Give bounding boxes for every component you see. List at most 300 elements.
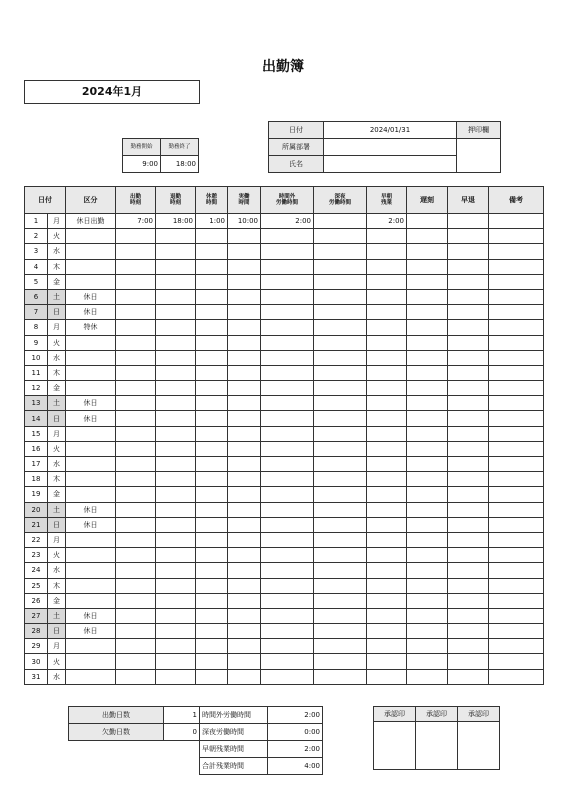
shinya-cell[interactable] <box>314 517 367 532</box>
chikoku-cell[interactable] <box>407 411 448 426</box>
kyukei-cell[interactable] <box>196 441 228 456</box>
socho-cell[interactable] <box>367 578 407 593</box>
socho-cell[interactable] <box>367 654 407 669</box>
shukkin-cell[interactable] <box>116 472 156 487</box>
taikin-cell[interactable] <box>156 259 196 274</box>
socho-cell[interactable] <box>367 396 407 411</box>
shinya-cell[interactable] <box>314 532 367 547</box>
chikoku-cell[interactable] <box>407 624 448 639</box>
taikin-cell[interactable] <box>156 229 196 244</box>
jitsudo-cell[interactable] <box>228 608 261 623</box>
approval-stamp-box[interactable] <box>416 722 458 770</box>
chikoku-cell[interactable] <box>407 320 448 335</box>
shukkin-cell[interactable] <box>116 289 156 304</box>
kyukei-cell[interactable] <box>196 517 228 532</box>
socho-cell[interactable] <box>367 502 407 517</box>
shinya-cell[interactable] <box>314 548 367 563</box>
chikoku-cell[interactable] <box>407 608 448 623</box>
shinya-cell[interactable] <box>314 654 367 669</box>
kyukei-cell[interactable] <box>196 624 228 639</box>
shinya-cell[interactable] <box>314 563 367 578</box>
shinya-cell[interactable] <box>314 593 367 608</box>
jitsudo-cell[interactable] <box>228 654 261 669</box>
shukkin-cell[interactable]: 7:00 <box>116 214 156 229</box>
chikoku-cell[interactable] <box>407 441 448 456</box>
socho-cell[interactable] <box>367 593 407 608</box>
shinya-cell[interactable] <box>314 365 367 380</box>
kubun-cell[interactable] <box>66 426 116 441</box>
jitsudo-cell[interactable] <box>228 472 261 487</box>
socho-cell[interactable] <box>367 289 407 304</box>
sotai-cell[interactable] <box>448 335 489 350</box>
kyukei-cell[interactable] <box>196 608 228 623</box>
socho-cell[interactable] <box>367 381 407 396</box>
shinya-cell[interactable] <box>314 396 367 411</box>
shukkin-cell[interactable] <box>116 320 156 335</box>
shinya-cell[interactable] <box>314 441 367 456</box>
jitsudo-cell[interactable] <box>228 350 261 365</box>
kubun-cell[interactable] <box>66 532 116 547</box>
jitsudo-cell[interactable] <box>228 517 261 532</box>
shinya-cell[interactable] <box>314 259 367 274</box>
taikin-cell[interactable] <box>156 350 196 365</box>
biko-cell[interactable] <box>489 381 544 396</box>
shukkin-cell[interactable] <box>116 396 156 411</box>
sotai-cell[interactable] <box>448 457 489 472</box>
taikin-cell[interactable] <box>156 305 196 320</box>
kubun-cell[interactable]: 休日 <box>66 411 116 426</box>
sotai-cell[interactable] <box>448 608 489 623</box>
chikoku-cell[interactable] <box>407 350 448 365</box>
socho-cell[interactable] <box>367 244 407 259</box>
socho-cell[interactable]: 2:00 <box>367 214 407 229</box>
sotai-cell[interactable] <box>448 548 489 563</box>
chikoku-cell[interactable] <box>407 532 448 547</box>
kubun-cell[interactable] <box>66 350 116 365</box>
jitsudo-cell[interactable]: 10:00 <box>228 214 261 229</box>
biko-cell[interactable] <box>489 624 544 639</box>
biko-cell[interactable] <box>489 472 544 487</box>
jikangai-cell[interactable] <box>261 502 314 517</box>
chikoku-cell[interactable] <box>407 396 448 411</box>
socho-cell[interactable] <box>367 365 407 380</box>
jikangai-cell[interactable] <box>261 669 314 684</box>
shukkin-cell[interactable] <box>116 229 156 244</box>
shukkin-cell[interactable] <box>116 578 156 593</box>
sotai-cell[interactable] <box>448 350 489 365</box>
biko-cell[interactable] <box>489 502 544 517</box>
shukkin-cell[interactable] <box>116 532 156 547</box>
chikoku-cell[interactable] <box>407 214 448 229</box>
jikangai-cell[interactable] <box>261 548 314 563</box>
shinya-cell[interactable] <box>314 335 367 350</box>
chikoku-cell[interactable] <box>407 669 448 684</box>
socho-cell[interactable] <box>367 532 407 547</box>
biko-cell[interactable] <box>489 578 544 593</box>
kyukei-cell[interactable] <box>196 639 228 654</box>
taikin-cell[interactable] <box>156 517 196 532</box>
socho-cell[interactable] <box>367 441 407 456</box>
approval-stamp-box[interactable] <box>458 722 500 770</box>
jikangai-cell[interactable] <box>261 411 314 426</box>
shinya-cell[interactable] <box>314 669 367 684</box>
kubun-cell[interactable] <box>66 441 116 456</box>
jitsudo-cell[interactable] <box>228 578 261 593</box>
jikangai-cell[interactable] <box>261 350 314 365</box>
sotai-cell[interactable] <box>448 502 489 517</box>
jikangai-cell[interactable] <box>261 593 314 608</box>
biko-cell[interactable] <box>489 548 544 563</box>
jitsudo-cell[interactable] <box>228 335 261 350</box>
kyukei-cell[interactable] <box>196 259 228 274</box>
biko-cell[interactable] <box>489 320 544 335</box>
biko-cell[interactable] <box>489 669 544 684</box>
sotai-cell[interactable] <box>448 214 489 229</box>
sotai-cell[interactable] <box>448 624 489 639</box>
socho-cell[interactable] <box>367 487 407 502</box>
jitsudo-cell[interactable] <box>228 426 261 441</box>
biko-cell[interactable] <box>489 214 544 229</box>
kubun-cell[interactable] <box>66 259 116 274</box>
kyukei-cell[interactable] <box>196 487 228 502</box>
taikin-cell[interactable] <box>156 381 196 396</box>
kyukei-cell[interactable] <box>196 335 228 350</box>
sotai-cell[interactable] <box>448 426 489 441</box>
kyukei-cell[interactable] <box>196 654 228 669</box>
jitsudo-cell[interactable] <box>228 502 261 517</box>
sotai-cell[interactable] <box>448 593 489 608</box>
chikoku-cell[interactable] <box>407 502 448 517</box>
chikoku-cell[interactable] <box>407 259 448 274</box>
taikin-cell[interactable] <box>156 396 196 411</box>
kubun-cell[interactable]: 休日 <box>66 502 116 517</box>
taikin-cell[interactable] <box>156 335 196 350</box>
shinya-cell[interactable] <box>314 274 367 289</box>
taikin-cell[interactable] <box>156 274 196 289</box>
chikoku-cell[interactable] <box>407 548 448 563</box>
taikin-cell[interactable] <box>156 426 196 441</box>
shinya-cell[interactable] <box>314 487 367 502</box>
biko-cell[interactable] <box>489 305 544 320</box>
kyukei-cell[interactable] <box>196 274 228 289</box>
taikin-cell[interactable] <box>156 593 196 608</box>
jitsudo-cell[interactable] <box>228 624 261 639</box>
jitsudo-cell[interactable] <box>228 381 261 396</box>
sotai-cell[interactable] <box>448 578 489 593</box>
shinya-cell[interactable] <box>314 305 367 320</box>
shukkin-cell[interactable] <box>116 457 156 472</box>
jitsudo-cell[interactable] <box>228 487 261 502</box>
jikangai-cell[interactable] <box>261 532 314 547</box>
shinya-cell[interactable] <box>314 229 367 244</box>
kubun-cell[interactable]: 休日 <box>66 517 116 532</box>
chikoku-cell[interactable] <box>407 654 448 669</box>
biko-cell[interactable] <box>489 426 544 441</box>
jitsudo-cell[interactable] <box>228 365 261 380</box>
kyukei-cell[interactable] <box>196 289 228 304</box>
biko-cell[interactable] <box>489 563 544 578</box>
shukkin-cell[interactable] <box>116 244 156 259</box>
kyukei-cell[interactable] <box>196 548 228 563</box>
sotai-cell[interactable] <box>448 472 489 487</box>
socho-cell[interactable] <box>367 624 407 639</box>
shukkin-cell[interactable] <box>116 411 156 426</box>
kyukei-cell[interactable] <box>196 305 228 320</box>
shinya-cell[interactable] <box>314 411 367 426</box>
sotai-cell[interactable] <box>448 289 489 304</box>
kyukei-cell[interactable] <box>196 457 228 472</box>
taikin-cell[interactable] <box>156 244 196 259</box>
kyukei-cell[interactable] <box>196 229 228 244</box>
shukkin-cell[interactable] <box>116 639 156 654</box>
jikangai-cell[interactable]: 2:00 <box>261 214 314 229</box>
chikoku-cell[interactable] <box>407 578 448 593</box>
kubun-cell[interactable] <box>66 229 116 244</box>
info-name-value[interactable] <box>324 156 457 173</box>
kubun-cell[interactable] <box>66 548 116 563</box>
biko-cell[interactable] <box>489 289 544 304</box>
biko-cell[interactable] <box>489 593 544 608</box>
sotai-cell[interactable] <box>448 517 489 532</box>
jikangai-cell[interactable] <box>261 381 314 396</box>
chikoku-cell[interactable] <box>407 517 448 532</box>
sotai-cell[interactable] <box>448 244 489 259</box>
chikoku-cell[interactable] <box>407 426 448 441</box>
sotai-cell[interactable] <box>448 365 489 380</box>
taikin-cell[interactable] <box>156 608 196 623</box>
chikoku-cell[interactable] <box>407 244 448 259</box>
jikangai-cell[interactable] <box>261 487 314 502</box>
socho-cell[interactable] <box>367 639 407 654</box>
jitsudo-cell[interactable] <box>228 396 261 411</box>
sotai-cell[interactable] <box>448 396 489 411</box>
biko-cell[interactable] <box>489 396 544 411</box>
jitsudo-cell[interactable] <box>228 320 261 335</box>
kubun-cell[interactable]: 休日 <box>66 396 116 411</box>
biko-cell[interactable] <box>489 274 544 289</box>
taikin-cell[interactable] <box>156 502 196 517</box>
socho-cell[interactable] <box>367 274 407 289</box>
kubun-cell[interactable]: 休日出勤 <box>66 214 116 229</box>
sotai-cell[interactable] <box>448 381 489 396</box>
jikangai-cell[interactable] <box>261 320 314 335</box>
jikangai-cell[interactable] <box>261 365 314 380</box>
taikin-cell[interactable] <box>156 289 196 304</box>
shukkin-cell[interactable] <box>116 274 156 289</box>
kubun-cell[interactable] <box>66 563 116 578</box>
biko-cell[interactable] <box>489 335 544 350</box>
socho-cell[interactable] <box>367 669 407 684</box>
socho-cell[interactable] <box>367 320 407 335</box>
taikin-cell[interactable] <box>156 457 196 472</box>
socho-cell[interactable] <box>367 426 407 441</box>
chikoku-cell[interactable] <box>407 593 448 608</box>
socho-cell[interactable] <box>367 350 407 365</box>
jitsudo-cell[interactable] <box>228 548 261 563</box>
kubun-cell[interactable] <box>66 381 116 396</box>
biko-cell[interactable] <box>489 365 544 380</box>
jitsudo-cell[interactable] <box>228 411 261 426</box>
approval-stamp-box[interactable] <box>374 722 416 770</box>
chikoku-cell[interactable] <box>407 639 448 654</box>
kyukei-cell[interactable] <box>196 320 228 335</box>
socho-cell[interactable] <box>367 259 407 274</box>
shukkin-cell[interactable] <box>116 259 156 274</box>
kyukei-cell[interactable] <box>196 578 228 593</box>
work-end-value[interactable]: 18:00 <box>161 156 199 173</box>
shukkin-cell[interactable] <box>116 608 156 623</box>
jikangai-cell[interactable] <box>261 639 314 654</box>
jitsudo-cell[interactable] <box>228 229 261 244</box>
jitsudo-cell[interactable] <box>228 563 261 578</box>
socho-cell[interactable] <box>367 548 407 563</box>
shukkin-cell[interactable] <box>116 517 156 532</box>
jikangai-cell[interactable] <box>261 624 314 639</box>
shinya-cell[interactable] <box>314 639 367 654</box>
sotai-cell[interactable] <box>448 441 489 456</box>
kyukei-cell[interactable] <box>196 472 228 487</box>
jikangai-cell[interactable] <box>261 396 314 411</box>
biko-cell[interactable] <box>489 441 544 456</box>
shinya-cell[interactable] <box>314 320 367 335</box>
socho-cell[interactable] <box>367 229 407 244</box>
jikangai-cell[interactable] <box>261 517 314 532</box>
sotai-cell[interactable] <box>448 229 489 244</box>
kubun-cell[interactable]: 休日 <box>66 608 116 623</box>
kubun-cell[interactable] <box>66 274 116 289</box>
jikangai-cell[interactable] <box>261 335 314 350</box>
biko-cell[interactable] <box>489 229 544 244</box>
biko-cell[interactable] <box>489 411 544 426</box>
taikin-cell[interactable] <box>156 365 196 380</box>
socho-cell[interactable] <box>367 472 407 487</box>
jikangai-cell[interactable] <box>261 244 314 259</box>
sotai-cell[interactable] <box>448 259 489 274</box>
chikoku-cell[interactable] <box>407 335 448 350</box>
shinya-cell[interactable] <box>314 578 367 593</box>
seal-box[interactable] <box>457 139 501 173</box>
jikangai-cell[interactable] <box>261 654 314 669</box>
shinya-cell[interactable] <box>314 472 367 487</box>
taikin-cell[interactable] <box>156 487 196 502</box>
shukkin-cell[interactable] <box>116 669 156 684</box>
kyukei-cell[interactable] <box>196 244 228 259</box>
shukkin-cell[interactable] <box>116 350 156 365</box>
sotai-cell[interactable] <box>448 532 489 547</box>
jikangai-cell[interactable] <box>261 563 314 578</box>
jitsudo-cell[interactable] <box>228 259 261 274</box>
sotai-cell[interactable] <box>448 411 489 426</box>
shukkin-cell[interactable] <box>116 365 156 380</box>
chikoku-cell[interactable] <box>407 229 448 244</box>
jitsudo-cell[interactable] <box>228 289 261 304</box>
kyukei-cell[interactable]: 1:00 <box>196 214 228 229</box>
kyukei-cell[interactable] <box>196 426 228 441</box>
jitsudo-cell[interactable] <box>228 441 261 456</box>
jitsudo-cell[interactable] <box>228 639 261 654</box>
chikoku-cell[interactable] <box>407 472 448 487</box>
jitsudo-cell[interactable] <box>228 457 261 472</box>
shinya-cell[interactable] <box>314 214 367 229</box>
kubun-cell[interactable] <box>66 639 116 654</box>
taikin-cell[interactable] <box>156 441 196 456</box>
chikoku-cell[interactable] <box>407 274 448 289</box>
sotai-cell[interactable] <box>448 639 489 654</box>
kubun-cell[interactable] <box>66 365 116 380</box>
kyukei-cell[interactable] <box>196 669 228 684</box>
sotai-cell[interactable] <box>448 320 489 335</box>
shukkin-cell[interactable] <box>116 502 156 517</box>
jikangai-cell[interactable] <box>261 305 314 320</box>
jikangai-cell[interactable] <box>261 274 314 289</box>
jikangai-cell[interactable] <box>261 441 314 456</box>
biko-cell[interactable] <box>489 259 544 274</box>
shukkin-cell[interactable] <box>116 654 156 669</box>
taikin-cell[interactable] <box>156 320 196 335</box>
taikin-cell[interactable] <box>156 639 196 654</box>
kubun-cell[interactable] <box>66 472 116 487</box>
shukkin-cell[interactable] <box>116 593 156 608</box>
kubun-cell[interactable]: 特休 <box>66 320 116 335</box>
jitsudo-cell[interactable] <box>228 669 261 684</box>
chikoku-cell[interactable] <box>407 563 448 578</box>
kubun-cell[interactable] <box>66 593 116 608</box>
shinya-cell[interactable] <box>314 381 367 396</box>
shinya-cell[interactable] <box>314 350 367 365</box>
work-start-value[interactable]: 9:00 <box>123 156 161 173</box>
biko-cell[interactable] <box>489 517 544 532</box>
sotai-cell[interactable] <box>448 487 489 502</box>
sotai-cell[interactable] <box>448 669 489 684</box>
chikoku-cell[interactable] <box>407 365 448 380</box>
info-dept-value[interactable] <box>324 139 457 156</box>
biko-cell[interactable] <box>489 244 544 259</box>
kyukei-cell[interactable] <box>196 502 228 517</box>
biko-cell[interactable] <box>489 487 544 502</box>
kyukei-cell[interactable] <box>196 365 228 380</box>
kubun-cell[interactable] <box>66 487 116 502</box>
chikoku-cell[interactable] <box>407 289 448 304</box>
taikin-cell[interactable] <box>156 669 196 684</box>
shinya-cell[interactable] <box>314 502 367 517</box>
kubun-cell[interactable] <box>66 335 116 350</box>
shukkin-cell[interactable] <box>116 381 156 396</box>
info-date-value[interactable]: 2024/01/31 <box>324 122 457 139</box>
shinya-cell[interactable] <box>314 426 367 441</box>
shukkin-cell[interactable] <box>116 305 156 320</box>
socho-cell[interactable] <box>367 411 407 426</box>
kyukei-cell[interactable] <box>196 593 228 608</box>
jikangai-cell[interactable] <box>261 472 314 487</box>
jikangai-cell[interactable] <box>261 289 314 304</box>
jitsudo-cell[interactable] <box>228 305 261 320</box>
shinya-cell[interactable] <box>314 244 367 259</box>
taikin-cell[interactable] <box>156 472 196 487</box>
kyukei-cell[interactable] <box>196 381 228 396</box>
shukkin-cell[interactable] <box>116 441 156 456</box>
sotai-cell[interactable] <box>448 563 489 578</box>
shinya-cell[interactable] <box>314 608 367 623</box>
jitsudo-cell[interactable] <box>228 244 261 259</box>
chikoku-cell[interactable] <box>407 457 448 472</box>
biko-cell[interactable] <box>489 608 544 623</box>
jikangai-cell[interactable] <box>261 457 314 472</box>
shukkin-cell[interactable] <box>116 335 156 350</box>
shinya-cell[interactable] <box>314 457 367 472</box>
taikin-cell[interactable] <box>156 578 196 593</box>
jikangai-cell[interactable] <box>261 578 314 593</box>
taikin-cell[interactable] <box>156 654 196 669</box>
